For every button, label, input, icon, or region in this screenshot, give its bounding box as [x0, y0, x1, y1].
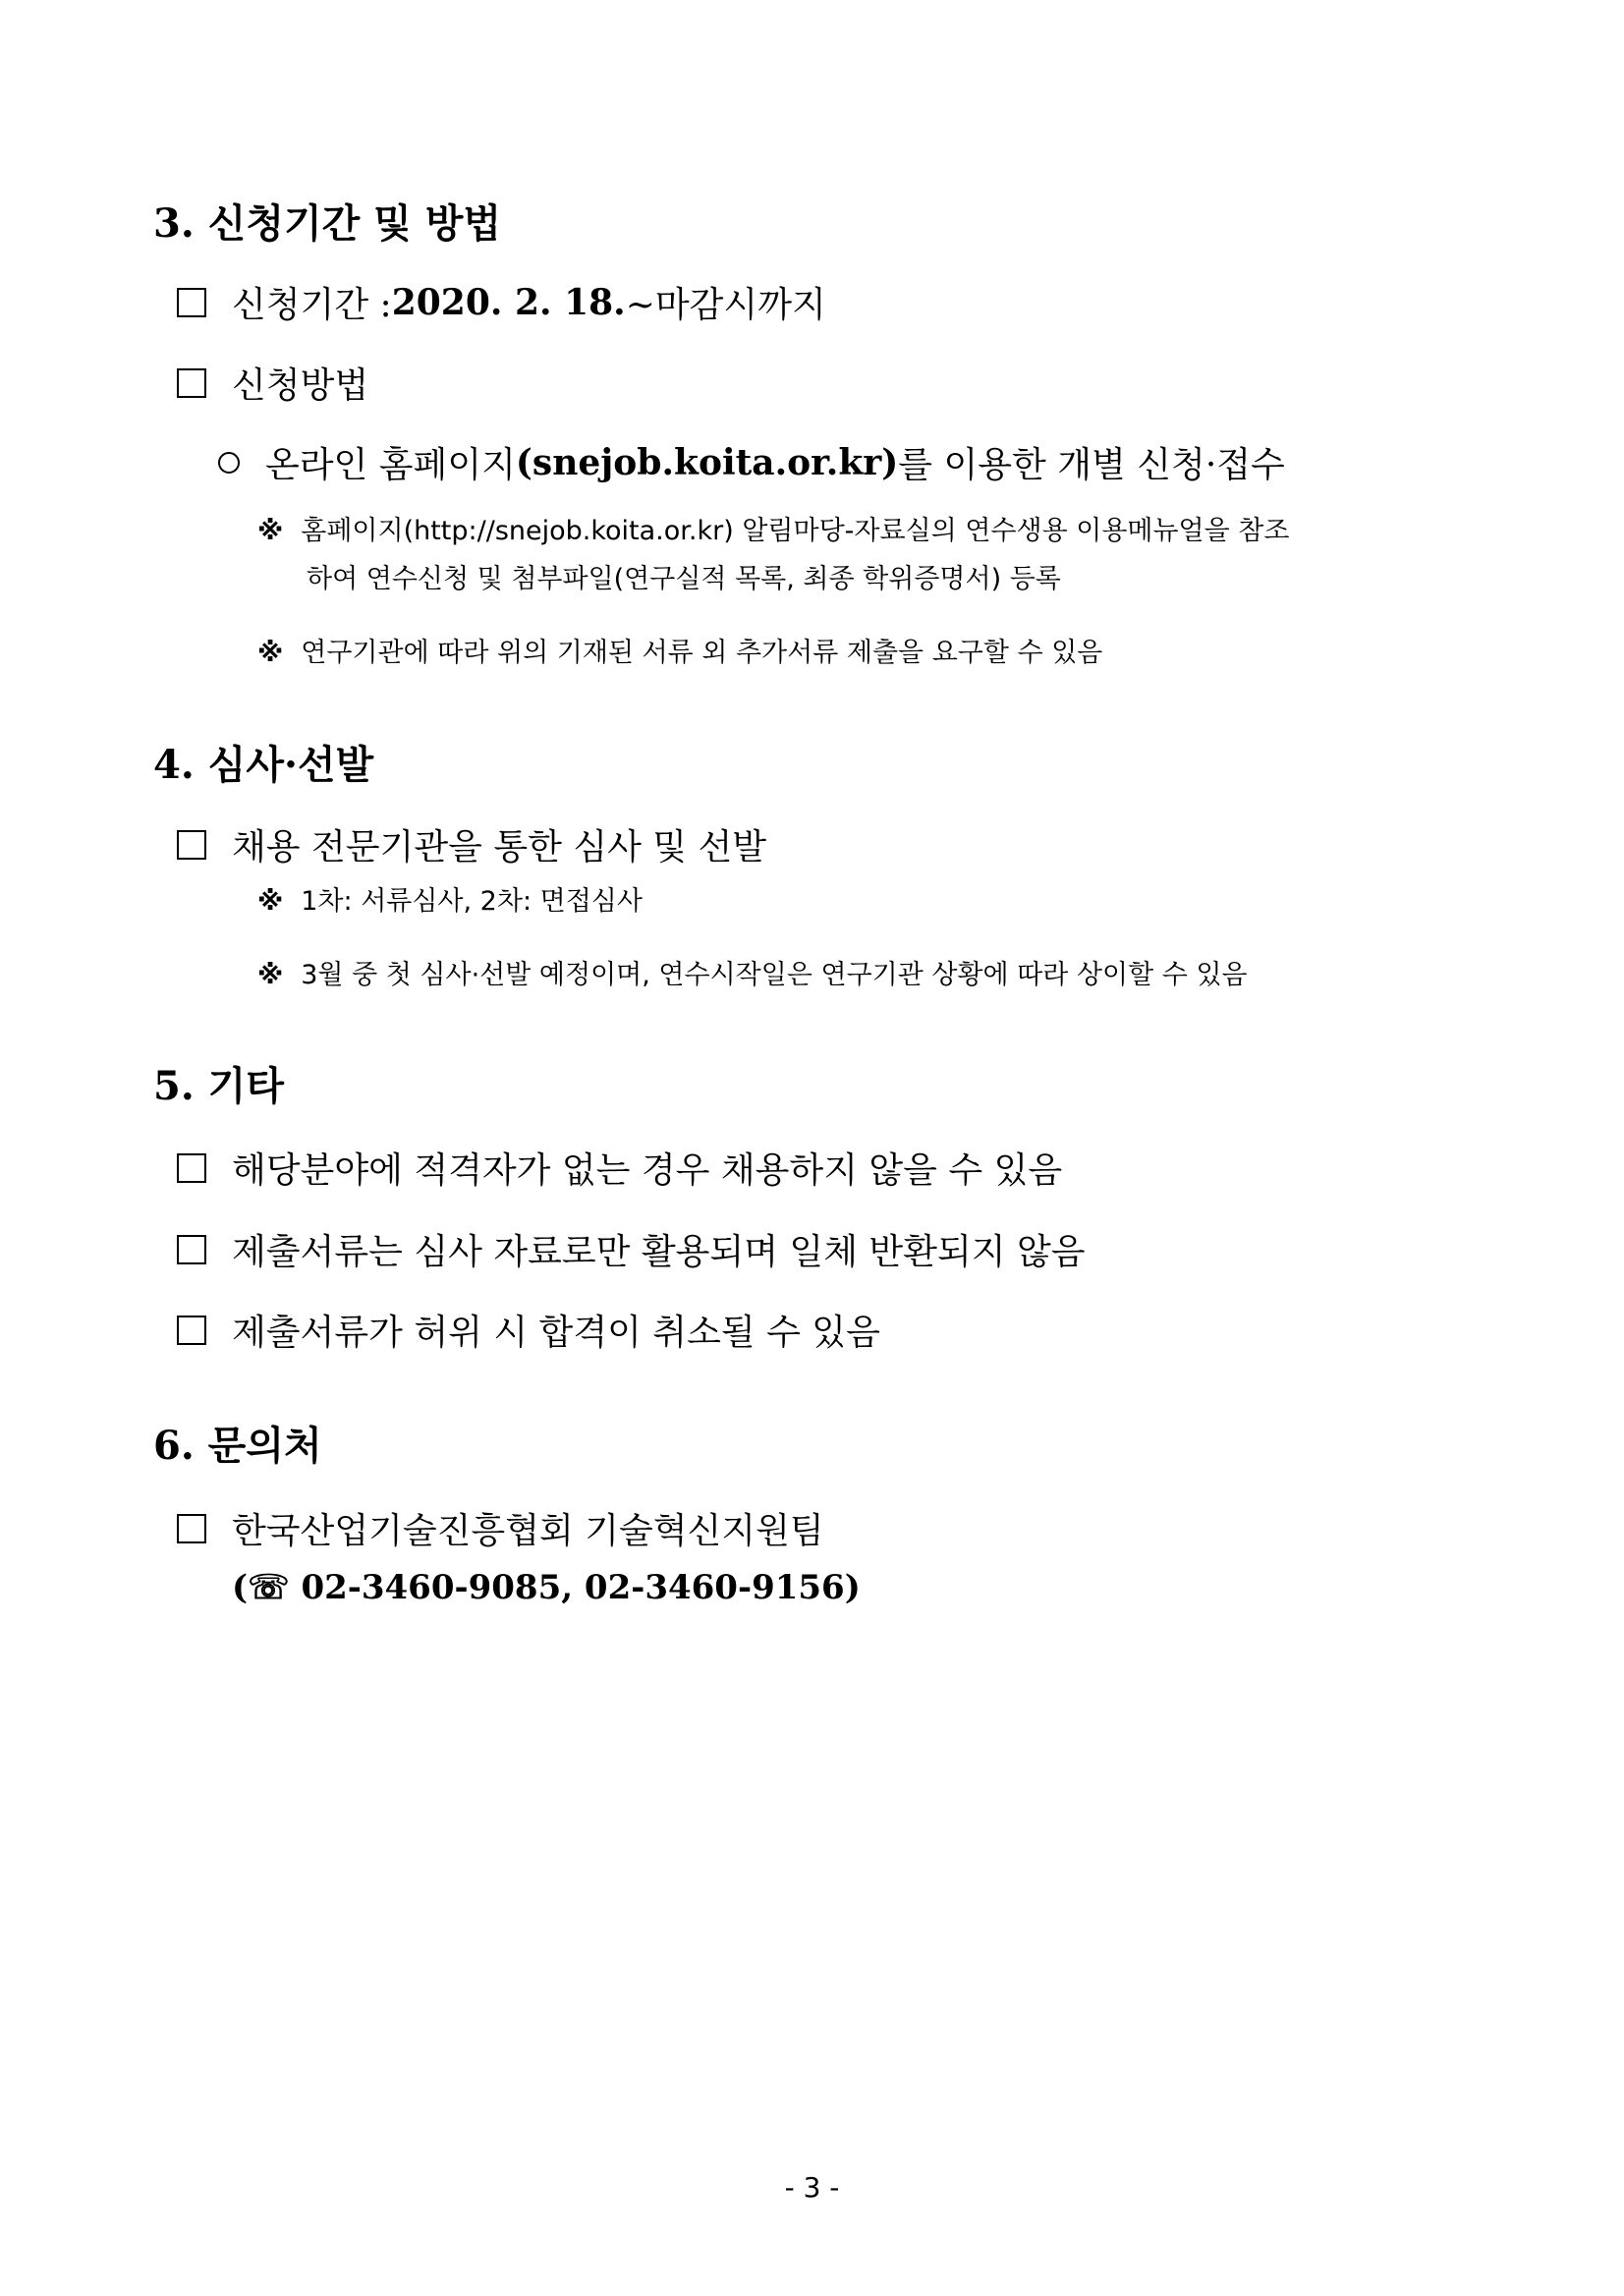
application-method-item: [177, 358, 368, 408]
homepage-note-line1: 홈페이지(http://snejob.koita.or.kr) 알림마당-자료실의 연수생용 이용메뉴얼을 참조: [301, 516, 1290, 546]
reference-mark-icon: ※: [257, 886, 284, 917]
section-5-heading: 5. 기타: [153, 1063, 284, 1109]
application-period-item: [177, 277, 826, 327]
etc-item-2: [177, 1224, 1086, 1274]
page-number: - 3 -: [784, 2171, 840, 2204]
application-period-date: 2020. 2. 18.: [391, 281, 626, 323]
section-4-heading: 4. 심사·선발: [153, 742, 374, 788]
contact-organization: 한국산업기술진흥협회 기술혁신지원팀: [232, 1511, 824, 1551]
etc-item-text: 제출서류는 심사 자료로만 활용되며 일체 반환되지 않음: [232, 1232, 1086, 1272]
screening-item: [177, 819, 766, 869]
reference-mark-icon: ※: [257, 516, 284, 546]
online-site: (snejob.koita.or.kr): [515, 441, 899, 483]
etc-item-text: 해당분야에 적격자가 없는 경우 채용하지 않을 수 있음: [232, 1150, 1063, 1191]
application-period-label: 신청기간 :: [232, 285, 392, 325]
additional-documents-text: 연구기관에 따라 위의 기재된 서류 외 추가서류 제출을 요구할 수 있음: [301, 638, 1103, 668]
schedule-text: 3월 중 첫 심사·선발 예정이며, 연수시작일은 연구기관 상황에 따라 상이할 수 있음: [301, 960, 1248, 990]
checkbox-square-icon: [177, 1235, 206, 1264]
hollow-circle-bullet-icon: [218, 452, 240, 474]
screening-text: 채용 전문기관을 통한 심사 및 선발: [232, 827, 767, 868]
application-method-label: 신청방법: [232, 365, 369, 406]
additional-documents-note: [257, 631, 1102, 669]
etc-item-text: 제출서류가 허위 시 합격이 취소될 수 있음: [232, 1313, 880, 1353]
checkbox-square-icon: [177, 1316, 206, 1345]
reference-mark-icon: ※: [257, 960, 284, 990]
checkbox-square-icon: [177, 288, 206, 317]
reference-mark-icon: ※: [257, 638, 284, 668]
section-3-heading: 3. 신청기간 및 방법: [153, 200, 502, 247]
online-application-item: [218, 437, 1285, 487]
etc-item-1: [177, 1143, 1062, 1193]
screening-stages-text: 1차: 서류심사, 2차: 면접심사: [301, 886, 643, 917]
screening-stages-note: [257, 879, 643, 918]
schedule-note: [257, 953, 1248, 991]
etc-item-3: [177, 1305, 880, 1355]
online-prefix: 온라인 홈페이지: [265, 445, 516, 485]
contact-phone: (☏ 02-3460-9085, 02-3460-9156): [232, 1568, 861, 1607]
checkbox-square-icon: [177, 368, 206, 398]
checkbox-square-icon: [177, 1153, 206, 1183]
online-suffix: 를 이용한 개별 신청·접수: [898, 445, 1285, 485]
application-period-suffix: ∼마감시까지: [625, 285, 826, 325]
contact-organization-item: [177, 1503, 824, 1553]
homepage-note-line2: 하여 연수신청 및 첨부파일(연구실적 목록, 최종 학위증명서) 등록: [307, 564, 1061, 594]
checkbox-square-icon: [177, 1514, 206, 1543]
homepage-note: [257, 509, 1289, 547]
checkbox-square-icon: [177, 830, 206, 860]
section-6-heading: 6. 문의처: [153, 1423, 322, 1469]
